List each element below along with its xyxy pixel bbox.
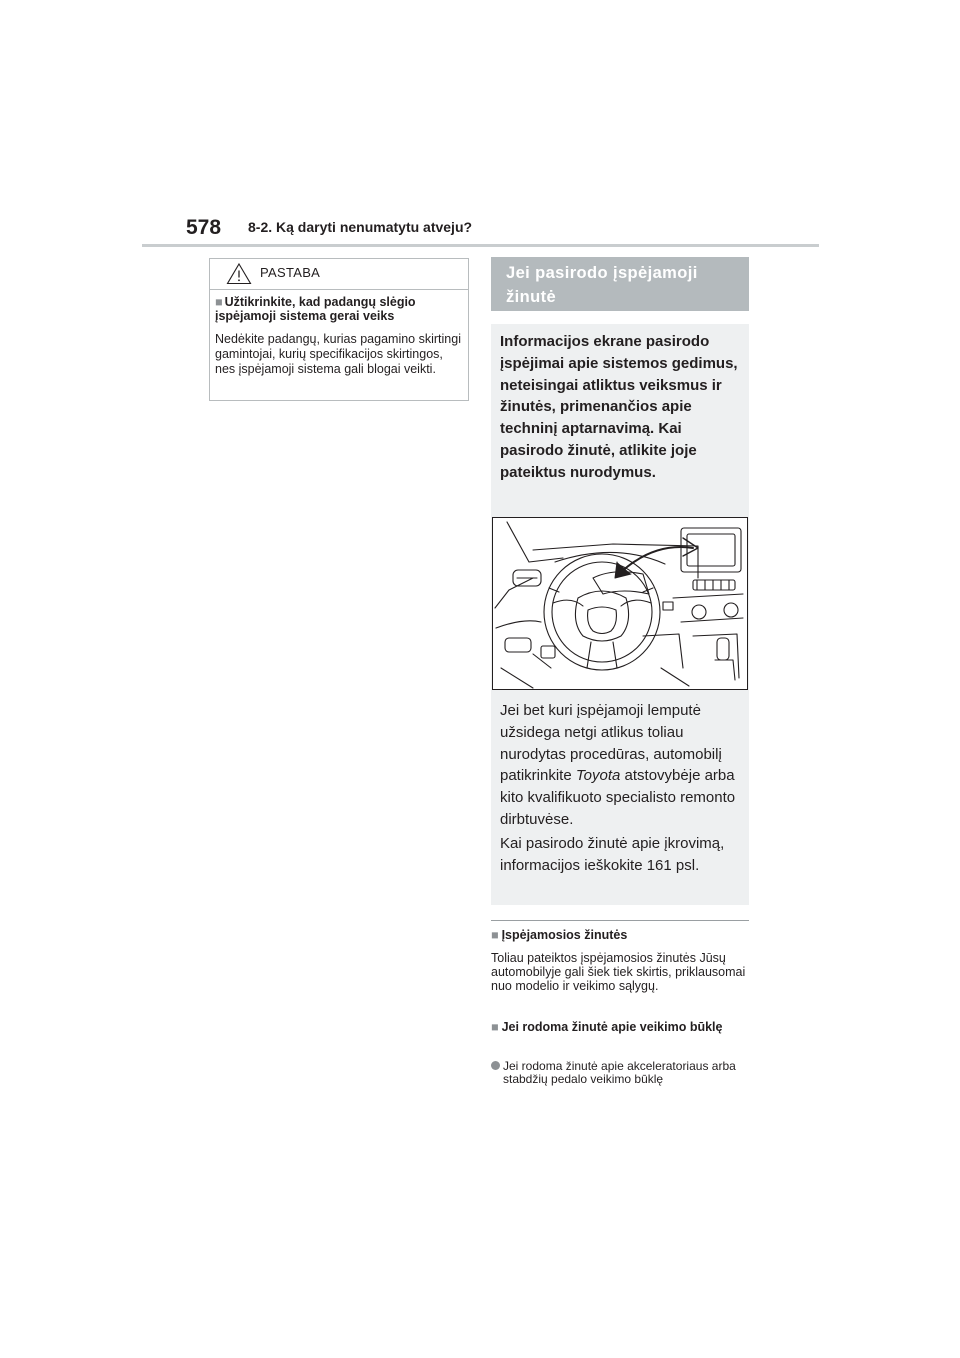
warnings-heading xyxy=(491,928,749,942)
separator-rule xyxy=(491,920,749,921)
para1-text-before: Jei bet kuri įspėjamoji lemputė užsidega netgi atlikus toliau nurodytas procedūras, automobilį patikrinkite xyxy=(500,702,722,785)
warnings-heading-text: Įspėjamosios žinutės xyxy=(501,928,628,942)
square-bullet-icon: ■ xyxy=(491,1020,499,1034)
note-body: Nedėkite padangų, kurias pagamino skirtingi gamintojai, kurių specifikacijos skirtingos, nes įspėjamoji sistema gali blogai veikti. xyxy=(215,332,461,376)
section-title: Jei pasirodo įspėjamoji žinutė xyxy=(506,264,698,306)
section-paragraph-1 xyxy=(500,700,746,831)
note-header xyxy=(210,259,468,290)
square-bullet-icon: ■ xyxy=(215,295,223,309)
warnings-body: Toliau pateiktos įspėjamosios žinutės Jūsų automobilyje gali šiek tiek skirtis, priklausomai nuo modelio ir veikimo sąlygų. xyxy=(491,951,746,993)
condition-bullet xyxy=(491,1060,749,1086)
note-subheading xyxy=(215,295,465,323)
condition-heading-text: Jei rodoma žinutė apie veikimo būklę xyxy=(501,1020,723,1034)
condition-heading xyxy=(491,1020,749,1034)
note-subheading-text: Užtikrinkite, kad padangų slėgio įspėjamoji sistema gerai veiks xyxy=(215,295,416,323)
section-heading xyxy=(491,257,749,311)
condition-bullet-text: Jei rodoma žinutė apie akceleratoriaus arba stabdžių pedalo veikimo būklę xyxy=(503,1059,736,1086)
page-number: 578 xyxy=(186,216,222,239)
section-panel xyxy=(491,324,749,905)
warning-triangle-icon xyxy=(226,262,252,285)
dashboard-illustration xyxy=(492,517,748,690)
brand-name: Toyota xyxy=(575,767,621,785)
section-paragraph-2: Kai pasirodo žinutė apie įkrovimą, informacijos ieškokite 161 psl. xyxy=(500,835,725,874)
para1-text-after: atstovybėje arba kito kvalifikuoto specialisto remonto dirbtuvėse. xyxy=(500,767,736,828)
note-box xyxy=(209,258,469,401)
note-title: PASTABA xyxy=(260,265,321,280)
dot-bullet-icon xyxy=(491,1061,500,1070)
header-rule xyxy=(142,244,819,247)
section-intro: Informacijos ekrane pasirodo įspėjimai apie sistemos gedimus, neteisingai atliktus veiksmus ir žinutės, primenančios apie techninį aptarnavimą. Kai pasirodo žinutė, atlikite joje pateiktus nurodymus. xyxy=(500,333,738,481)
square-bullet-icon: ■ xyxy=(491,928,499,942)
chapter-title: 8-2. Ką daryti nenumatytu atveju? xyxy=(248,219,473,235)
